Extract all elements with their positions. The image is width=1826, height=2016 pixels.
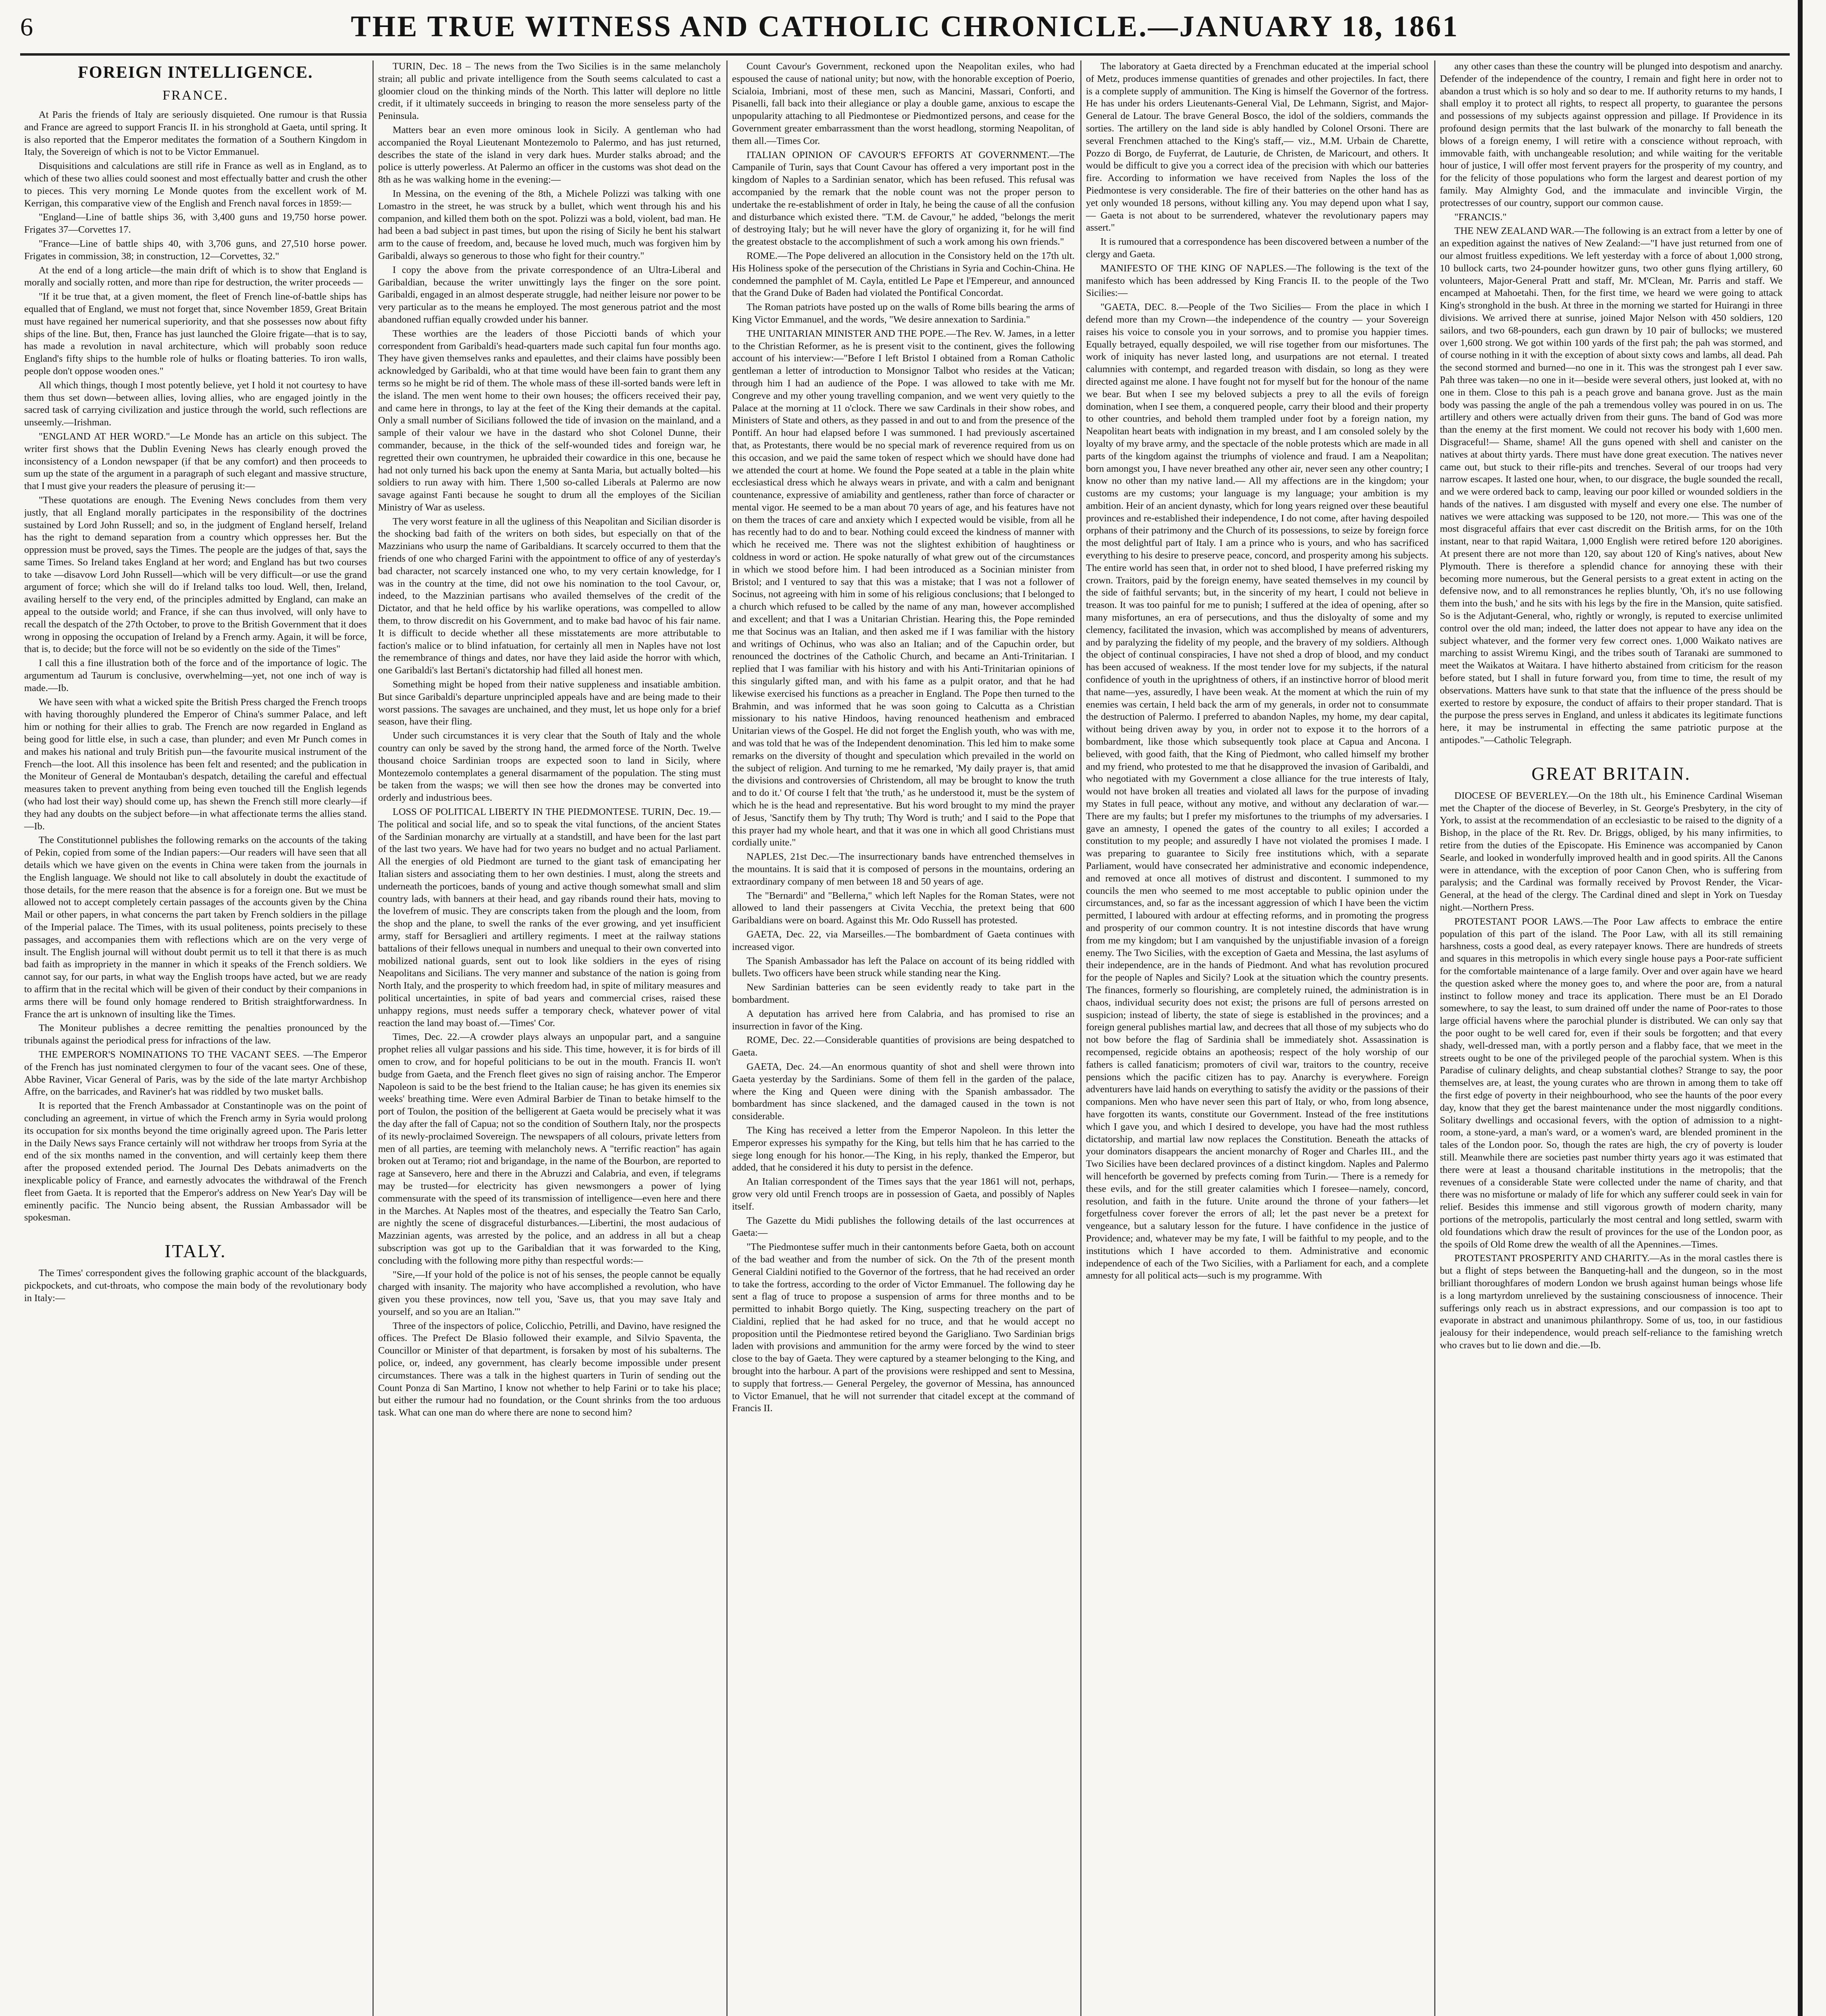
paragraph: In Messina, on the evening of the 8th, a Michele Polizzi was talking with one Lomastro in the street, he was struck by a bullet, which went through his and his companion, and killed them both on the spot. Polizzi was a bold, violent, bad man. He had been a bad subject in past times, but upon the rising of Sicily he bent his stalwart arm to the cause of freedom, and, because he loved much, much was forgiven him by Garibaldi, always so generous to those who fight for their country." [378,188,721,261]
article-body-rome-naples [732,60,1075,1415]
paragraph: The Spanish Ambassador has left the Palace on account of its being riddled with bullets. Two officers have been struck while standing near the King. [732,955,1075,979]
column-1 [24,60,367,2016]
paragraph: New Sardinian batteries can be seen evidently ready to take part in the bombardment. [732,982,1075,1005]
paragraph: I call this a fine illustration both of the force and of the importance of logic. The argumentum ad Taurum is conclusive, overwhelming—yet, not one inch of way is made.—Ib. [24,658,367,694]
paragraph: I copy the above from the private correspondence of an Ultra-Liberal and Garibaldian, because the writer unwittingly lays the finger on the sore point. Garibaldi, engaged in an almost desperate struggle, had neither leisure nor power to be very particular as to the means he employed. The most generous patriot and the most abandoned ruffian equally crowded under his banner. [378,264,721,325]
paragraph: DIOCESE OF BEVERLEY.—On the 18th ult., his Eminence Cardinal Wiseman met the Chapter of the diocese of Beverley, in St. George's Presbytery, in the city of York, to assist at the recommendation of an ecclesiastic to be raised to the dignity of a Bishop, in the place of the Rt. Rev. Dr. Briggs, obliged, by his many infirmities, to retire from the duties of the Episcopate. His Eminence was accompanied by Canon Searle, and looked in wonderfully improved health and in good spirits. All the Canons were in attendance, with the exception of poor Canon Chen, who is suffering from paralysis; and the Cardinal was formally received by Provost Render, the Vicar-General, at the head of the clergy. The Cardinal dined and slept in York on Tuesday night.—Northern Press. [1440,790,1782,913]
paragraph: The Constitutionnel publishes the following remarks on the accounts of the taking of Pekin, copied from some of the Indian papers:—Our readers will have seen that all details which we have given on the events in China were taken from the journals in the English language. We should not like to call absolutely in doubt the exactitude of those details, for the mere reason that the absence is for a foreign one. But we must be allowed not to accept completely certain passages of the accounts given by the China Mail or other papers, in what concerns the part taken by French soldiers in the pillage of the Imperial palace. The Times, with its usual politeness, points precisely to these passages, and accompanies them with reflections which are on the very verge of insult. The English journal will without doubt permit us to tell it that there is as much bad faith as impropriety in the manner in which it speaks of the French soldiers. We cannot say, for our parts, in what way the English troops have acted, but we are ready to affirm that in the recital which will be given of their conduct by their companions in arms there will be found only homage rendered to British straightforwardness. In France the art is unknown of insulting like the Times. [24,835,367,1020]
paragraph: An Italian correspondent of the Times says that the year 1861 will not, perhaps, grow very old until French troops are in possession of Gaeta, and possibly of Naples itself. [732,1176,1075,1212]
article-body-italy [24,1267,367,1304]
masthead-rule [20,53,1790,56]
paragraph: A deputation has arrived here from Calabria, and has promised to rise an insurrection in favor of the King. [732,1008,1075,1032]
paragraph: The very worst feature in all the ugliness of this Neapolitan and Sicilian disorder is the shocking bad faith of the writers on both sides, but especially on that of the Mazzinians who usurp the name of Garibaldians. It scarcely occurred to them that the friends of one who charged Farini with the appointment to office of any of yesterday's bad character, not scarcely instanced one who, to my very certain knowledge, for I was in the country at the time, did not owe his nomination to the tool Cavour, or, indeed, to the Mazzinian partisans who availed themselves of the credit of the Dictator, and that he held office by his warlike operations, was compelled to allow them, to throw discredit on his Government, and to make bad havoc of his fair name. It is difficult to decide whether all these misstatements are more attributable to faction's malice or to blind infatuation, for certainly all men in Naples have not lost the remembrance of things and dates, nor have they laid aside the horror with which, one Garibaldi's last Bertani's dictatorship had filled all honest men. [378,516,721,676]
paragraph: "Sire,—If your hold of the police is not of his senses, the people cannot be equally charged with insanity. The majority who have accomplished a revolution, who have given you these provinces, now tell you, 'Save us, that you may save Italy and yourself, and so you are an Italian.'" [378,1269,721,1317]
paragraph: It is reported that the French Ambassador at Constantinople was on the point of concluding an agreement, in virtue of which the French army in Syria would prolong its occupation for six months beyond the time originally agreed upon. The Paris letter in the Daily News says France certainly will not withdraw her troops from Syria at the end of the six months named in the convention, and will certainly keep them there after the proposed extended period. The Journal Des Debats animadverts on the inexplicable policy of France, and earnestly advocates the withdrawal of the French fleet from Gaeta. It is reported that the Emperor's address on New Year's Day will be eminently pacific. The Nuncio being absent, the Russian Ambassador will be spokesman. [24,1100,367,1223]
paragraph: These worthies are the leaders of those Picciotti bands of which your correspondent from Garibaldi's head-quarters made such capital fun four months ago. They have given themselves ranks and epaulettes, and their claims have possibly been acknowledged by Garibaldi, who at that time would have been fain to grant them any terms so he might be rid of them. The whole mass of these ill-sorted bands were left in the island. The men went home to their own houses; the officers received their pay, and came here in throngs, to lay at the feet of the King their demands at the capital. Only a small number of Sicilians followed the tide of invasion on the mainland, and a sample of their valour we have in the dastard who shot Colonel Dunne, their commander, because, in the thick of the self-wounded tides and foreign war, he regretted their own countrymen, he upbraided their cowardice in this one, because he had not only turned his back upon the enemy at Santa Maria, but actually bolted—his soldiers to run away with him. There 1,500 so-called Liberals at Palermo are now savage against Fanti because he sought to drum all the employes of the Sicilian Ministry of War as useless. [378,328,721,513]
paragraph: THE NEW ZEALAND WAR.—The following is an extract from a letter by one of an expedition against the natives of New Zealand:—"I have just returned from one of our almost fruitless expeditions. We left yesterday with a force of about 1,000 strong, 10 bullock carts, two 24-pounder howitzer guns, two other guns flying artillery, 60 volunteers, Major-General Pratt and staff, Mr. M'Clean, Mr. Parris and staff. We encamped at Mahoetahi. Then, for the first time, we heard we were going to attack King's stronghold in the bush. At three in the morning we started for Huirangi in three divisions. We arrived there at sunrise, joined Major Nelson with 450 soldiers, 120 sailors, and two 68-pounders, each gun drawn by 10 pair of bullocks; we mustered over 1,600 strong. We got within 100 yards of the first pah; the pah was stormed, and of course nothing in it with the exception of about sixty cows and lambs, all dead. Pah the second stormed and burned—no one in it. This was the strongest pah I ever saw. Pah three was taken—no one in it—beside were several others, just looked at, with no one in them. Close to this pah is a peach grove and banana grove. Just as the main body was passing the angle of the pah a tremendous volley was poured in on us. The artillery and others were actually driven from their guns. The band of God was more than the enemy at the first moment. We could not recover his body with 1,600 men. Disgraceful!— Shame, shame! All the guns opened with shell and canister on the natives at about thirty yards. There must have done great execution. The natives never came out, but stuck to their rifle-pits and trenches. Several of our troops had very narrow escapes. It lasted one hour, when, to our disgrace, the bugle sounded the recall, and we were ordered back to camp, leaving our poor killed or wounded soldiers in the hands of the natives. I am disgusted with myself and every one else. The number of natives we were attacking was supposed to be 120, not more.— This was one of the most disgraceful affairs that ever cast discredit on the British arms, for on the 10th instant, near to that rapid Waitara, 1,000 English were retired before 120 aborigines. At present there are not more than 120, say about 120 of King's natives, about New Plymouth. There is therefore a splendid chance for annoying these with their becoming more numerous, but the General persists to a great extent in acting on the defensive now, and to all remonstrances he replies bluntly, 'Oh, it's no use following them into the bush,' and he sits with his legs by the fire in the Mansion, quite satisfied. So is the Adjutant-General, who, rightly or wrongly, is reputed to exercise unlimited control over the old man; indeed, the latter does not appear to have any idea on the subject whatever, and the former very few correct ones. 1,000 Waikato natives are marching to assist Wiremu Kingi, and the tribes south of Taranaki are summoned to meet the Waikatos at Waitara. I have hitherto abstained from criticism for the reason before stated, but I shall in future forward you, from time to time, the result of my observations. Matters have sunk to that state that the influence of the press should be exerted to restore by exposure, the conduct of affairs to their proper standard. That is the purpose the press serves in England, and unless it abdicates its legitimate functions here, it may be instrumental in effecting the same patriotic purpose at the antipodes."—Catholic Telegraph. [1440,225,1782,746]
paragraph: THE UNITARIAN MINISTER AND THE POPE.—The Rev. W. James, in a letter to the Christian Reformer, as he is present visit to the continent, gives the following account of his interview:—"Before I left Bristol I obtained from a Roman Catholic gentleman a letter of introduction to Monsignor Talbot who resides at the Vatican; through him I had an audience of the Pope. I was allowed to take with me Mr. Congreve and my other young travelling companion, and we went very quietly to the Palace at the morning at 11 o'clock. There we saw Cardinals in their show robes, and Ministers of State and others, as they passed in and out to and from the presence of the Pontiff. An hour had elapsed before I was summoned. I had previously ascertained that, as Protestants, there would be no special mark of reverence required from us on this occasion, and we paid the same token of respect which we should have done had we attended the court at home. We found the Pope seated at a table in the plain white ecclesiastical dress which he always wears in private, and with a calm and benignant countenance, expressive of amiability and gentleness, rather than force of character or mental vigor. He seemed to be a man about 70 years of age, and his features have not on them the traces of care and anxiety which I expected would be visible, from all he has recently had to do and to bear. Nothing could exceed the kindness of manner with which he received me. There was not the slightest exhibition of haughtiness or coldness in word or action. He spoke naturally of what grew out of the circumstances in which we stood before him. I had been introduced as a Socinian minister from Bristol; and I ventured to say that this was a mistake; that I was not a follower of Socinus, not agreeing with him in some of his religious conclusions; that I belonged to a church which refused to be called by the name of any man, however accomplished and excellent; and that I was a Unitarian Christian. Hearing this, the Pope reminded me that Socinus was an Italian, and then asked me if I was familiar with the history and writings of Ochinus, who was also an Italian; and of the Capuchin order, but renounced the doctrines of the Catholic Church, and became an Anti-Trinitarian. I replied that I was familiar with his history and with his Anti-Trinitarian opinions of this singularly gifted man, and with his fame as a pulpit orator, and that he had likewise exercised his functions as a preacher in England. The Pope then turned to the Brahmin, and was informed that he was soon going to Calcutta as a Christian missionary to his native Hindoos, having renounced heathenism and embraced Unitarian views of the Gospel. He did not forget the English youth, who was with me, and was told that he was of the Independent denomination. This led him to make some remarks on the diversity of thought and speculation which prevailed in the world on the subject of religion. And turning to me he remarked, 'My daily prayer is, that amid the divisions and controversies of Christendom, all may be brought to know the truth and to do it.' Of course I felt that 'the truth,' as he understood it, must be the system of which he is the head and representative. But his word brought to my mind the prayer of Jesus, 'Sanctify them by Thy truth; Thy Word is truth;' and I said to the Pope that this prayer had my whole heart, and that it was one in which all good Christians must cordially unite." [732,328,1075,848]
paragraph: PROTESTANT PROSPERITY AND CHARITY.—As in the moral castles there is but a flight of steps between the Banqueting-hall and the dungeon, so in the most brilliant thoroughfares of modern London we brush against human beings whose life is a long martyrdom unrelieved by the sustaining consciousness of innocence. Their sufferings only reach us in abstract expressions, and our compassion is too apt to evaporate in abstract and unanimous philanthropy. Some of us, too, in our fastidious jealousy for their independence, would preach self-reliance to the famishing wretch who craves but to lie down and die.—Ib. [1440,1253,1782,1351]
subheading-italy: ITALY. [164,1241,227,1262]
article-body-france [24,109,367,1224]
paragraph: "If it be true that, at a given moment, the fleet of French line-of-battle ships has equalled that of England, we must not forget that, since November 1859, Great Britain must have regained her numerical superiority, and that she possesses now about fifty ships of the line. But, then, France has just launched the Gloire frigate—that is to say, has made a revolution in naval architecture, which will probably soon reduce England's fifty ships to the humble role of hulks or floating batteries. To iron walls, people don't oppose wooden ones." [24,291,367,377]
article-body-new-zealand-war [1440,60,1782,747]
column-5 [1440,60,1782,2016]
paragraph: At the end of a long article—the main drift of which is to show that England is morally and socially rotten, and more than ripe for destruction, the writer proceeds — [24,264,367,288]
column-rule [726,60,728,2016]
paragraph: The Gazette du Midi publishes the following details of the last occurrences at Gaeta:— [732,1215,1075,1239]
paragraph: TURIN, Dec. 18 – The news from the Two Sicilies is in the same melancholy strain; all public and private intelligence from the South seems calculated to cast a gloomier cloud on the thinking minds of the North. This latter will deplore no little credit, if it ultimately succeeds in bringing to reason the more senseless party of the Peninsula. [378,61,721,122]
article-body-manifesto [1086,60,1429,1282]
subheading-great-britain: GREAT BRITAIN. [1531,763,1691,784]
paragraph: NAPLES, 21st Dec.—The insurrectionary bands have entrenched themselves in the mountains. It is said that it is composed of persons in the mountains, ordering an extraordinary company of men between 18 and 50 years of age. [732,851,1075,887]
paragraph: GAETA, Dec. 24.—An enormous quantity of shot and shell were thrown into Gaeta yesterday by the Sardinians. Some of them fell in the garden of the palace, where the King and Queen were dining with the Spanish ambassador. The bombardment has since slackened, and the damaged caused in the town is not considerable. [732,1061,1075,1122]
paragraph: ROME.—The Pope delivered an allocution in the Consistory held on the 17th ult. His Holiness spoke of the persecution of the Christians in Syria and Cochin-China. He condemned the pamphlet of M. Cayla, entitled Le Pape et l'Empereur, and announced that the Grand Duke of Baden had violated the Pontifical Concordat. [732,250,1075,299]
article-body-great-britain [1440,790,1782,1352]
paragraph: Something might be hoped from their native suppleness and insatiable ambition. But since Garibaldi's departure unprincipled appeals have and are being made to their worst passions. The savages are unchained, and they must, let us hope only for a brief season, have their fling. [378,679,721,727]
paragraph: All which things, though I most potently believe, yet I hold it not courtesy to have them thus set down—between allies, loving allies, who are engaged jointly in the sacred task of carrying civilization and justice through the world, such reflections are unseemly.—Irishman. [24,379,367,428]
paragraph: "France—Line of battle ships 40, with 3,706 guns, and 27,510 horse power. Frigates in commission, 38; in construction, 12—Corvettes, 32." [24,238,367,262]
article-body-italy-continued [378,60,721,1419]
subheading-france: FRANCE. [162,88,229,103]
column-3 [732,60,1075,2016]
column-rule [1434,60,1435,2016]
paragraph: "GAETA, DEC. 8.—People of the Two Sicilies— From the place in which I defend more than my Crown—the independence of the country — your Sovereign raises his voice to console you in your sorrows, and to promise you happier times. Equally betrayed, equally despoiled, we will rise together from our misfortunes. The work of iniquity has never lasted long, and usurpations are not eternal. I treated calumnies with contempt, and regarded treason with disdain, so long as they were directed against me alone. I have fought not for myself but for the honour of the name we bear. But when I see my beloved subjects a prey to all the evils of foreign domination, when I see them, a conquered people, carry their blood and their property to other countries, and behold them trampled under foot by a foreign nation, my Neapolitan heart beats with indignation in my breast, and I am consoled solely by the loyalty of my brave army, and the spectacle of the noble protests which are made in all parts of the kingdom against the triumphs of violence and fraud. I am a Neapolitan; born amongst you, I have never breathed any other air, never seen any other country; I know no other than my native land.— All my affections are in the kingdom; your customs are my customs; your language is my language; your ambition is my ambition. Heir of an ancient dynasty, which for long years reigned over these beautiful provinces and re-established their independence, I do not come, after having despoiled orphans of their patrimony and the Church of its possessions, to seize by foreign force the most delightful part of Italy. I am a prince who is yours, and who has sacrificed everything to his desire to preserve peace, concord, and prosperity among his subjects. The entire world has seen that, in order not to shed blood, I have preferred risking my crown. Traitors, paid by the foreign enemy, have seated themselves in my council by the side of faithful servants; but, in the sincerity of my heart, I could not believe in treason. It was too painful for me to punish; I suffered at the idea of opening, after so many misfortunes, an era of persecutions, and thus the disloyalty of some and my clemency, facilitated the invasion, which was accomplished by means of adventurers, and by paralyzing the fidelity of my people, and the bravery of my soldiers. Although the object of continual conspiracies, I have not shed a drop of blood, and my conduct has been accused of weakness. If the most tender love for my subjects, if the natural confidence of youth in the uprightness of others, if an instinctive horror of blood merit that name—yes, assuredly, I have been weak. At the moment at which the ruin of my enemies was certain, I held back the arm of my generals, in order not to consummate the destruction of Palermo. I preferred to abandon Naples, my home, my dear capital, without being driven away by you, in order not to expose it to the horrors of a bombardment, like those which subsequently took place at Capua and Ancona. I believed, with good faith, that the King of Piedmont, who called himself my brother and my friend, who protested to me that he disapproved the invasion of Garibaldi, and who negotiated with my Government a close alliance for the true interests of Italy, would not have broken all treaties and violated all laws for the purpose of invading my States in full peace, without any motive, and without any declaration of war.— There are my faults; but I prefer my misfortunes to the triumphs of my adversaries. I gave an amnesty, I opened the gates of the country to all exiles; I accorded a constitution to my people; and assuredly I have not violated the promises I made. I was preparing to guarantee to Sicily free institutions which, with a separate Parliament, would have consecrated her administrative and economic independence, and removed at once all motives of distrust and discontent. I summoned to my councils the men who seemed to me most acceptable to public opinion under the circumstances, and, so far as the incessant aggression of which I have been the victim permitted, I laboured with ardour at effecting reforms, and in promoting the progress and prosperity of our common country. It is not intestine discords that have wrung from me my kingdom; but I am vanquished by the unjustifiable invasion of a foreign enemy. The Two Sicilies, with the exception of Gaeta and Messina, the last asylums of their independence, are in the hands of Piedmont. And what has revolution procured for the people of Naples and Sicily? Look at the situation which the country presents. The finances, formerly so flourishing, are completely ruined, the administration is in chaos, individual security does not exist; the prisons are full of persons arrested on suspicion; instead of liberty, the state of siege is established in the provinces; and a foreign general publishes martial law, and decrees that all those of my subjects who do not bow before the flag of Sardinia shall be immediately shot. Assassination is recompensed, regicide obtains an apotheosis; respect of the holy worship of our fathers is called fanaticism; promoters of civil war, traitors to the country, receive pensions which the pacific citizen has to pay. Anarchy is everywhere. Foreign adventurers have laid hands on everything to satisfy the avidity or the passions of their companions. Men who have never seen this part of Italy, or who, from long absence, have forgotten its wants, constitute our Government. Instead of the free institutions which I gave you, and which I desired to develope, you have had the most ruthless dictatorship, and martial law now replaces the Constitution. Beneath the attacks of your dominators disappears the ancient monarchy of Roger and Charles III., and the Two Sicilies have been declared provinces of a distinct kingdom. Naples and Palermo will henceforth be governed by prefects coming from Turin.— There is a remedy for these evils, and for the still greater calamities which I foresee—namely, concord, resolution, and faith in the future. Unite around the throne of your fathers—let forgetfulness cover forever the errors of all; let the past never be a pretext for vengeance, but a salutary lesson for the future. I have confidence in the justice of Providence; and, whatever may be my fate, I will be faithful to my people, and to the institutions which I have accorded to them. Administrative and economic independence of each of the Two Sicilies, with a Parliament for each, and a complete amnesty for all political acts—such is my programme. With [1086,302,1429,1281]
paragraph: At Paris the friends of Italy are seriously disquieted. One rumour is that Russia and France are agreed to support Francis II. in his stronghold at Gaeta, until spring. It is also reported that the Emperor meditates the formation of a Southern Kingdom in Italy, the Sovereign of which is not to be Victor Emmanuel. [24,109,367,158]
paragraph: The "Bernardi" and "Bellerna," which left Naples for the Roman States, were not allowed to land their passengers at Civita Vecchia, the pretext being that 600 Garibaldians were on board. Against this Mr. Odo Russell has protested. [732,890,1075,926]
paragraph: LOSS OF POLITICAL LIBERTY IN THE PIEDMONTESE. TURIN, Dec. 19.—The political and social life, and so to speak the vital functions, of the ancient States of the Sardinian monarchy are virtually at a standstill, and have been for the last part of the last two years. We have had for two years no budget and no actual Parliament. All the energies of old Piedmont are turned to the giant task of emancipating her Italian sisters and associating them to her own destinies. I must, along the streets and underneath the porticoes, bands of young and active though somewhat small and slim country lads, with banners at their head, and gay ribands round their hats, moving to the lovefrem of music. They are conscripts taken from the plough and the loom, from the shop and the plane, to swell the ranks of the ever growing, and yet insufficient army, staff for Bersaglieri and artillery regiments. I meet at the railway stations battalions of their fellows unequal in numbers and unequal to their own converted into mobilized national guards, sent out to look like soldiers in the eyes of rising Neapolitans and Sicilians. The very manner and substance of the nation is going from North Italy, and the prosperity to which freedom had, in spite of military measures and political uncertainties, in spite of bad years and commercial crises, raised these unhappy regions, must needs suffer a temporary check, whatever power of vital reaction the land may boast of.—Times' Cor. [378,806,721,1029]
paragraph: The Roman patriots have posted up on the walls of Rome bills bearing the arms of King Victor Emmanuel, and the words, "We desire annexation to Sardinia." [732,302,1075,325]
paragraph: The King has received a letter from the Emperor Napoleon. In this letter the Emperor expresses his sympathy for the King, but tells him that he has carried to the siege long enough for his honor.—The King, in his reply, thanked the Emperor, but added, that he considered it his duty to persist in the defence. [732,1125,1075,1173]
column-2 [378,60,721,2016]
paragraph: The laboratory at Gaeta directed by a Frenchman educated at the imperial school of Metz, produces immense quantities of grenades and other projectiles. In fact, there is a complete supply of ammunition. The King is himself the Governor of the fortress. He has under his orders Lieutenants-General Vial, De Lehmann, Sigrist, and Major-General de Latour. The brave General Bosco, the idol of the soldiers, commands the sorties. The artillery on the land side is ably handled by Colonel Orsoni. There are several Frenchmen attached to the King's staff,— viz., M.M. Urbain de Charette, Pozzo di Borgo, de Fuyferrat, de Lauturie, de Christen, de Maricourt, and others. It would be difficult to give you a correct idea of the precision with which our batteries fire. According to information we have received from Naples the loss of the Piedmontese is very considerable. The fire of their batteries on the other hand has as yet only wounded 18 persons, without killing any. You may depend upon what I say,— Gaeta is not about to be surrendered, whatever the revolutionary papers may assert." [1086,61,1429,233]
masthead-title: THE TRUE WITNESS AND CATHOLIC CHRONICLE.—JANUARY 18, 1861 [351,10,1459,43]
column-rule [1080,60,1081,2016]
paragraph: "England—Line of battle ships 36, with 3,400 guns and 19,750 horse power. Frigates 37—Corvettes 17. [24,212,367,235]
paragraph: Times, Dec. 22.—A crowder plays always an unpopular part, and a sanguine prophet relies all vulgar passions and his side. This time, however, it is for birds of ill omen to crow, and for hopeful politicians to be out in the mouth. Francis II. won't budge from Gaeta, and the French fleet gives no sign of raising anchor. The Emperor Napoleon is said to be the best friend to the Italian cause; he has given its enemies six weeks' breathing time. Were even Admiral Barbier de Tinan to betake himself to the port of Toulon, the position of the belligerent at Gaeta would be precisely what it was the day after the fall of Capua; not so the condition of Southern Italy, nor the prospects of its newly-proclaimed Sovereign. The newspapers of all colours, private letters from men of all parties, are teeming with melancholy news. A "terrific reaction" has again broken out at Teramo; riot and brigandage, in the name of the Bourbon, are reported to rage at Sansevero, here and there in the Abruzzi and Calabria, and even, if telegrams may be trusted—for electricity has given newsmongers a power of lying commensurate with the speed of its transmission of intelligence—even here and there in the Marches. At Naples most of the theatres, and especially the Teatro San Carlo, are nightly the scene of disgraceful disturbances.—Libertini, the most audacious of Mazzinian agents, was arrested by the police, and an address in all but a cheap subscription was got up to the Garibaldian that it was forwarded to the King, concluding with the following more pithy than respectful words:— [378,1031,721,1266]
paragraph: ROME, Dec. 22.—Considerable quantities of provisions are being despatched to Gaeta. [732,1035,1075,1058]
paragraph: any other cases than these the country will be plunged into despotism and anarchy. Defender of the independence of the country, I remain and fight here in order not to abandon a trust which is so holy and so dear to me. If authority returns to my hands, I shall employ it to protect all rights, to respect all property, to guarantee the persons and possessions of my subjects against oppression and pillage. If Providence in its profound design permits that the last bulwark of the monarchy to fall beneath the blows of a foreign enemy, I will retire with a conscience without reproach, with immovable faith, with unchangeable resolution; and while waiting for the veritable hour of justice, I will offer most fervent prayers for the prosperity of my country, and for the felicity of those populations who form the largest and dearest portion of my family. May Almighty God, and the immaculate and invincible Virgin, the protectresses of our country, support our common cause. [1440,61,1782,208]
paragraph: PROTESTANT POOR LAWS.—The Poor Law affects to embrace the entire population of this part of the island. The Poor Law, with all its still remaining harshness, costs a good deal, as every ratepayer knows. There are hundreds of streets and squares in this metropolis in which every single house pays a Poor-rate sufficient for the comfortable maintenance of a large family. Over and over again have we heard the question asked where the money goes to, and where the poor are, from a natural instinct to follow money and trace its application. There must be an El Dorado somewhere, to say the least, to sum drained off under the name of Poor-rates to those large official havens where the parochial plunder is distributed. We can only say that the poor ought to be well cared for, even if their souls be forgotten; and that every shady, well-dressed man, with a portly person and a flabby face, that we meet in the streets ought to be one of the privileged people of the parochial system. When is this Paradise of culinary delights, and cheap substantial clothes? Strange to say, the poor themselves are, at least, the young curates who are thrown in among them to take off the first edge of poverty in their neighbourhood, who see the haunts of the poor every day, know that they get the barest maintenance under the most niggardly conditions. Solitary dwellings and occasional fevers, with the option of admission to a night-room, a stone-yard, a man's ward, or a women's ward, are blended prominent in the tales of the London poor. So, though the rates are high, the cry of poverty is louder still. Meanwhile there are societies past number thirty years ago it was estimated that there were at least a thousand charitable institutions in the metropolis; that the revenues of a considerable State were collected under the name of charity, and that there was no misfortune or malady of life for which any sufferer could seek in vain for relief. Besides this immense and still vigorous growth of modern charity, many portions of the metropolis, particularly the most central and long settled, swarm with old foundations which draw the result of provinces for the use of the London poor, as the spoils of Old Rome drew the wealth of all the Apennines.—Times. [1440,916,1782,1250]
paragraph: The Times' correspondent gives the following graphic account of the blackguards, pickpockets, and cut-throats, who compose the main body of the revolutionary body in Italy:— [24,1268,367,1304]
page-edge-border [1798,0,1803,2016]
paragraph: The Moniteur publishes a decree remitting the penalties pronounced by the tribunals against the periodical press for infractions of the law. [24,1023,367,1046]
page-number: 6 [20,12,33,41]
paragraph: Three of the inspectors of police, Colicchio, Petrilli, and Davino, have resigned the offices. The Prefect De Blasio followed their example, and Silvio Spaventa, the Councillor or Minister of that department, is forsaken by most of his subalterns. The police, or, indeed, any government, has clearly become impossible under present circumstances. There was a talk in the highest quarters in Turin of sending out the Count Ponza di San Martino, I know not whether to help Farini or to take his place; but either the rumour had no foundation, or the Count shrinks from the too arduous task. What can one man do where there are none to second him? [378,1320,721,1418]
section-heading-foreign-intelligence: FOREIGN INTELLIGENCE. [78,63,313,82]
paragraph: Matters bear an even more ominous look in Sicily. A gentleman who had accompanied the Royal Lieutenant Montezemolo to Palermo, and has just returned, describes the state of the island in very dark hues. Murder stalks abroad; and the police is utterly powerless. At Palermo an officer in the customs was shot dead on the 8th as he was walking home in the evening:— [378,124,721,185]
paragraph: "These quotations are enough. The Evening News concludes from them very justly, that all England morally participates in the responsibility of the doctrines sustained by Lord John Russell; and so, in the judgment of England herself, Ireland has the right to demand separation from a country which oppresses her. But the oppression must be proved, says the Times. The people are the judges of that, says the same Times. So Ireland takes England at her word; and England has but two courses to take —disavow Lord John Russell—which will be very difficult—or use the grand argument of force; which she will do if Ireland talks too loud. Well, then, Ireland, availing herself to the very end, of the principles admitted by England, can make an appeal to the outside world; and France, if she can thus involved, will only have to recall the despatch of the 27th October, to prove to the British Government that it does wrong in opposing the occupation of Ireland by a French army. Again, it will be force, that is, to decide; but the force will not be so evidently on the side of the Times" [24,494,367,655]
paragraph: GAETA, Dec. 22, via Marseilles.—The bombardment of Gaeta continues with increased vigor. [732,929,1075,952]
paragraph: MANIFESTO OF THE KING OF NAPLES.—The following is the text of the manifesto which has been addressed by King Francis II. to the people of the Two Sicilies:— [1086,262,1429,299]
column-rule [372,60,374,2016]
masthead [20,7,1790,52]
paragraph: "ENGLAND AT HER WORD."—Le Monde has an article on this subject. The writer first shows that the Dublin Evening News has clearly enough proved the inconsistency of a London newspaper (if that be any comfort) and then proceeds to sum up the state of the argument in a paragraph of such elegant and massive structure, that I must give your readers the pleasure of perusing it:— [24,431,367,492]
paragraph: "FRANCIS." [1454,211,1507,223]
paragraph: Disquisitions and calculations are still rife in France as well as in England, as to which of these two allies could soonest and most effectually batter and crush the other to pieces. This very morning Le Monde quotes from the excellent work of M. Kerrigan, this comparative view of the English and French naval forces in 1859:— [24,160,367,209]
paragraph: Under such circumstances it is very clear that the South of Italy and the whole country can only be saved by the strong hand, the armed force of the North. Twelve thousand choice Sardinian troops are expected soon to land in Sicily, where Montezemolo contemplates a general disarmament of the population. The sting must be taken from the wasps; we will then see how the drones may be converted into orderly and industrious bees. [378,730,721,804]
paragraph: Count Cavour's Government, reckoned upon the Neapolitan exiles, who had espoused the cause of national unity; but now, with the honorable exception of Poerio, Scialoia, Imbriani, most of these men, such as Mancini, Massari, Conforti, and Pisanelli, fall back into their allegiance or play a double game, anxious to escape the unpopularity attaching to all Piedmontese or Piedmontized persons, and cease for the Government greater embarrassment than the worst headlong, storming Neapolitan, of them all.—Times Cor. [732,61,1075,146]
column-4 [1086,60,1429,2016]
paragraph: THE EMPEROR'S NOMINATIONS TO THE VACANT SEES. —The Emperor of the French has just nominated clergymen to four of the vacant sees. One of these, Abbe Raviner, Vicar General of Paris, was by the side of the late martyr Archbishop Affre, on the barricades, and Raviner's hat was riddled by two musket balls. [24,1049,367,1098]
paragraph: We have seen with what a wicked spite the British Press charged the French troops with having thoroughly plundered the Emperor of China's summer Palace, and left him or nothing for their allies to grab. The French are now regarded in England as being good for little else, in such a case, than plunder; and even Mr Punch comes in and makes his national and truly British pun—the favourite musical instrument of the French—the loot. All this insolence has been felt and resented; and the publication in the Moniteur of General de Montauban's despatch, detailing the careful and effectual measures taken to prevent anything from being even touched till the English legends (who had lost their way) should come up, has shewn the French still more clearly—if they had any doubts on the subject before—in what affectionate terms the allies stand.—Ib. [24,696,367,832]
paragraph: "The Piedmontese suffer much in their cantonments before Gaeta, both on account of the bad weather and from the number of sick. On the 7th of the present month General Cialdini notified to the Governor of the fortress, that he had received an order to take the fortress, according to the order of Victor Emmanuel. The following day he sent a flag of truce to propose a suspension of arms for three months and to be permitted to inhabit Borgo quietly. The King, suspecting treachery on the part of Cialdini, replied that he had asked for no truce, and that he would accept no proposition until the Piedmontese retired beyond the Garigliano. Two Sardinian brigs laden with provisions and ammunition for the army were forced by the wind to steer close to the bay of Gaeta. They were captured by a steamer belonging to the King, and brought into the harbour. A part of the provisions were reshipped and sent to Messina, to supply that fortress.— General Pergeley, the governor of Messina, has announced to Victor Emanuel, that he will not surrender that citadel except at the command of Francis II. [732,1241,1075,1414]
paragraph: It is rumoured that a correspondence has been discovered between a number of the clergy and Gaeta. [1086,236,1429,260]
paragraph: ITALIAN OPINION OF CAVOUR'S EFFORTS AT GOVERNMENT.—The Campanile of Turin, says that Count Cavour has offered a very important post in the kingdom of Naples to a Sardinian senator, which has been refused. This refusal was accompanied by the remark that the noble count was not the proper person to undertake the re-establishment of order in Italy, he being the cause of all the confusion and disturbance which existed there. "T.M. de Cavour," he added, "belongs the merit of destroying Italy; but he will never have the glory of organizing it, for he will find the greatest obstacle to the accomplishment of such a work among his own friends." [732,149,1075,248]
